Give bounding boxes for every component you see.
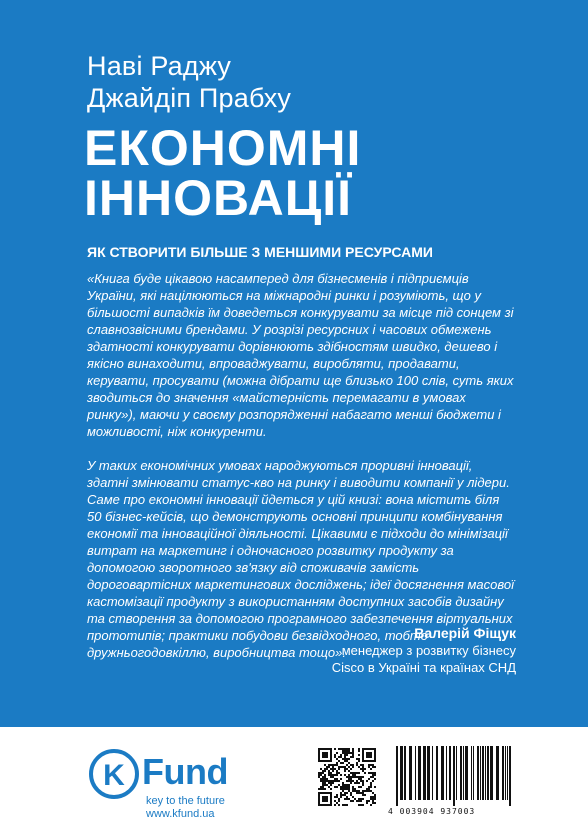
authors: [87, 50, 291, 114]
author-2: Джайдіп Прабху: [87, 83, 292, 113]
title-line-2: ІННОВАЦІЇ: [84, 170, 352, 226]
author-1: Наві Раджу: [87, 51, 232, 81]
logo-wordmark: Fund: [142, 751, 228, 792]
k-circle-icon: [88, 748, 140, 800]
book-title: [84, 120, 362, 226]
quote-paragraph-1: «Книга буде цікавою насамперед для бізнесменів і підприємців України, які націлюються на міжнародні ринки і розуміють, що у більшості випадків їм доведеться конкурувати за місце під сонцем зі славнозвісними брендами. У розрізі ресурсних і часових обмежень здатності конкурувати дорівнюють здібностям швидко, дешево і якісно винаходити, впроваджувати, виробляти, продавати, керувати, просувати (можна дібрати ще близько 100 слів, суть яких зводиться до значення «майстерність перемагати в умовах ринку»), маючи у своєму розпорядженні набагато менші бюджети і можливості, ніж конкуренти.: [87, 271, 514, 439]
publisher-logo: [88, 748, 258, 828]
qr-code-icon: [318, 748, 376, 806]
title-line-1: ЕКОНОМНІ: [84, 120, 362, 176]
logo-letter: K: [103, 759, 125, 792]
reviewer-company: Cisco в Україні та країнах СНД: [331, 660, 516, 675]
book-subtitle: ЯК СТВОРИТИ БІЛЬШЕ З МЕНШИМИ РЕСУРСАМИ: [87, 244, 433, 260]
reviewer-role: менеджер з розвитку бізнесу: [341, 643, 516, 658]
barcode-icon: [394, 746, 514, 806]
reviewer-signature: [332, 624, 516, 676]
barcode-number: 4 003904 937003: [388, 807, 476, 816]
quote-paragraph-2: У таких економічних умовах народжуються проривні інновації, здатні змінювати статус-кво на ринку і виводити компанії у лідери. Саме про економні інновації йдеться у цій книзі: вона містить біля 50 бізнес-кейсів, що демонструють основні принципи комбінування економії та інноваційної діяльності. Цікавими є підходи до мінімізації витрат на маркетинг і одночасного розвитку продукту за допомогою зворотного зв'язку від споживачів замість дороговартісних маркетингових досліджень; ідеї досягнення масової кастомізації продукту з використанням доступних засобів дизайну та створення за допомогою програмного забезпечення віртуальних прототипів; практики побудови безвідходного, тобто дружньогодовкіллю, виробництва тощо».: [87, 458, 514, 660]
review-quote: [87, 270, 517, 661]
reviewer-name: Валерій Фіщук: [414, 625, 516, 641]
publisher-url: www.kfund.ua: [146, 808, 215, 820]
logo-tagline: key to the future: [146, 795, 225, 807]
